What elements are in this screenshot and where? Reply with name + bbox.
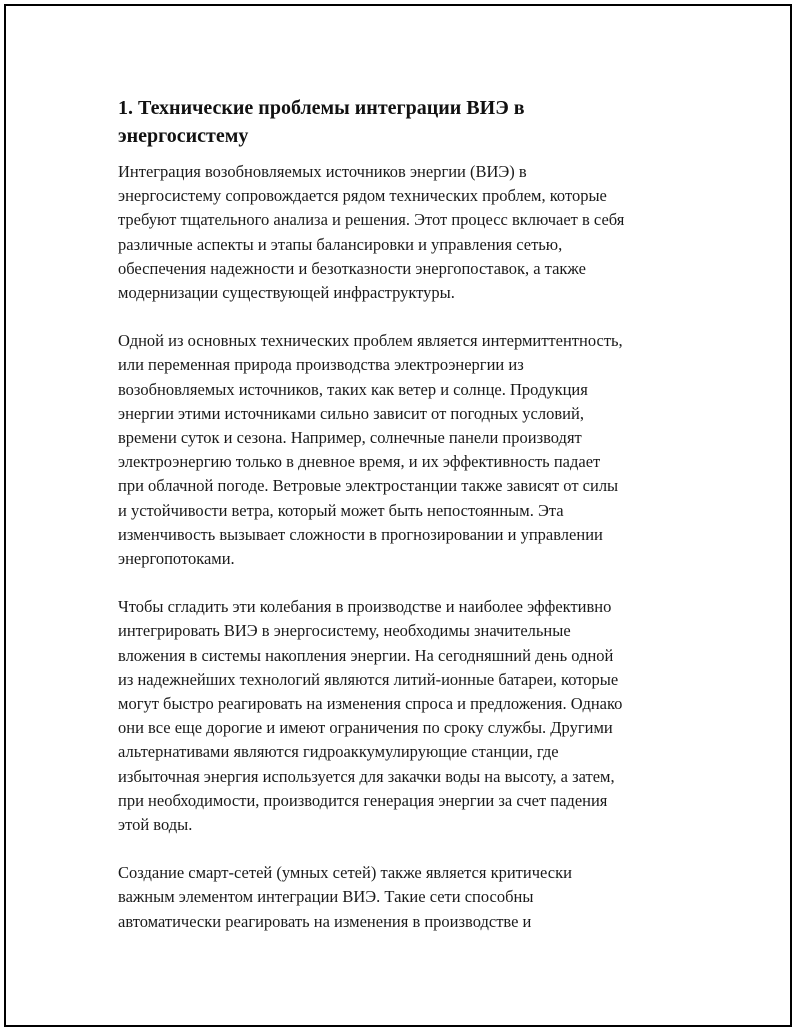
text-line: этой воды. xyxy=(118,815,193,835)
paragraph-1 xyxy=(118,160,693,305)
text-line: Чтобы сгладить эти колебания в производстве и наиболее эффективно xyxy=(118,597,612,617)
text-line: Интеграция возобновляемых источников энергии (ВИЭ) в xyxy=(118,162,527,181)
document-body xyxy=(118,94,693,958)
text-line: автоматически реагировать на изменения в производстве и xyxy=(118,911,532,931)
text-line: альтернативами являются гидроаккумулирующие станции, где xyxy=(118,742,559,762)
text-line: важным элементом интеграции ВИЭ. Такие сети способны xyxy=(118,887,534,907)
paragraph-4 xyxy=(118,861,693,934)
text-line: изменчивость вызывает сложности в прогнозировании и управлении xyxy=(118,524,603,544)
heading-line: энергосистему xyxy=(118,125,249,147)
text-line: возобновляемых источников, таких как ветер и солнце. Продукция xyxy=(118,379,588,399)
text-line: избыточная энергия используется для закачки воды на высоту, а затем, xyxy=(118,766,615,786)
text-line: и устойчивости ветра, который может быть непостоянным. Эта xyxy=(118,500,564,520)
text-line: требуют тщательного анализа и решения. Этот процесс включает в себя xyxy=(118,210,625,230)
text-line: вложения в системы накопления энергии. На сегодняшний день одной xyxy=(118,645,614,665)
paragraph-3 xyxy=(118,595,693,837)
text-line: энергопотоками. xyxy=(118,549,235,569)
text-line: электроэнергию только в дневное время, и их эффективность падает xyxy=(118,452,601,472)
text-line: времени суток и сезона. Например, солнечные панели производят xyxy=(118,428,582,448)
text-line: Одной из основных технических проблем является интермиттентность, xyxy=(118,331,623,351)
text-line: интегрировать ВИЭ в энергосистему, необходимы значительные xyxy=(118,621,571,641)
text-line: при облачной погоде. Ветровые электростанции также зависят от силы xyxy=(118,476,619,496)
text-line: модернизации существующей инфраструктуры. xyxy=(118,283,455,303)
text-line: из надежнейших технологий являются литий-ионные батареи, которые xyxy=(118,669,619,689)
paragraph-2 xyxy=(118,329,693,571)
section-heading xyxy=(118,94,693,150)
text-line: могут быстро реагировать на изменения спроса и предложения. Однако xyxy=(118,694,623,714)
text-line: при необходимости, производится генерация энергии за счет падения xyxy=(118,790,608,810)
text-line: энергосистему сопровождается рядом технических проблем, которые xyxy=(118,186,607,206)
text-line: обеспечения надежности и безотказности энергопоставок, а также xyxy=(118,258,586,278)
text-line: Создание смарт-сетей (умных сетей) также является критически xyxy=(118,863,572,883)
text-line: различные аспекты и этапы балансировки и управления сетью, xyxy=(118,234,563,254)
heading-line: 1. Технические проблемы интеграции ВИЭ в xyxy=(118,97,525,119)
text-line: энергии этими источниками сильно зависит от погодных условий, xyxy=(118,403,584,423)
text-line: они все еще дорогие и имеют ограничения по сроку службы. Другими xyxy=(118,718,613,738)
text-line: или переменная природа производства электроэнергии из xyxy=(118,355,524,375)
